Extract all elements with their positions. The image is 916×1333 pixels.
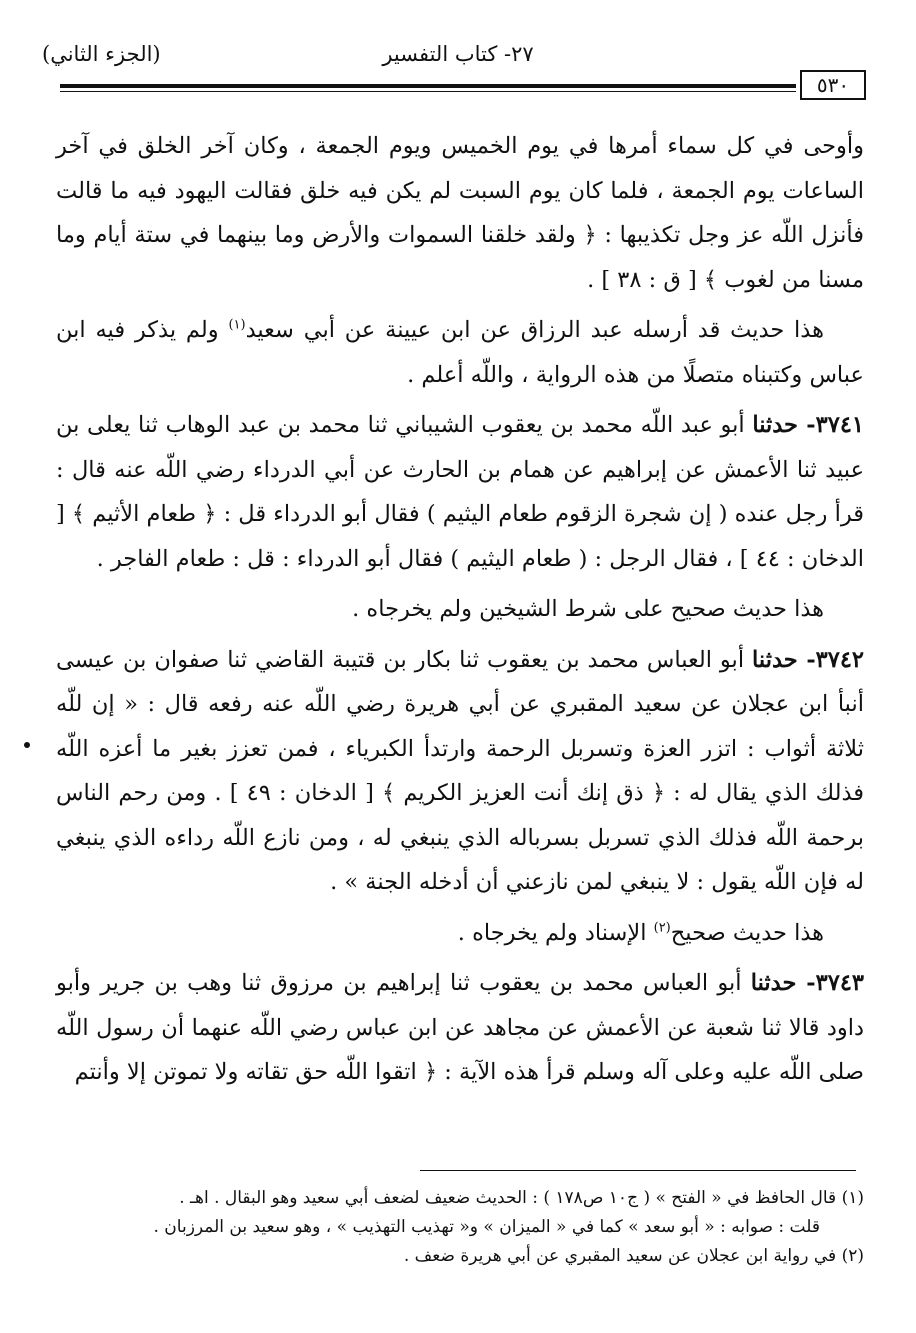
paragraph-grading-3742 [56,911,864,956]
page-number: ٥٣٠ [800,70,866,100]
footnote-1: (١) قال الحافظ في « الفتح » ( ج١٠ ص١٧٨ ) : الحديث ضعيف لضعف أبي سعيد وهو البقال . اهـ . [179,1188,864,1208]
hadith-lead: - حدثنا [750,970,816,996]
hadith-3742 [56,638,864,905]
commentary-text-rest: ولم يذكر فيه ابن عباس وكتبناه متصلًا من هذه الرواية ، واللّه أعلم . [56,317,864,388]
volume-label: (الجزء الثاني) [42,42,161,66]
grading-text-rest: الإسناد ولم يخرجاه . [457,919,654,946]
paragraph-grading-3741: هذا حديث صحيح على شرط الشيخين ولم يخرجاه . [352,596,824,622]
hadith-lead: - حدثنا [752,412,816,438]
footnote-1-continuation: قلت : صوابه : « أبو سعد » كما في « الميزان » و« تهذيب التهذيب » ، وهو سعيد بن المرزبان . [153,1217,820,1237]
footnote-ref-1: (١) [228,317,246,333]
paragraph-continuation: وأوحى في كل سماء أمرها في يوم الخميس ويوم الجمعة ، وكان آخر الخلق في آخر الساعات يوم الجمعة ، فلما كان يوم السبت لم يكن فيه خلق فقالت اليهود فيه ما قالت فأنزل اللّه عز وجل تكذيبها : ﴿ ولقد خلقنا السموات والأرض وما بينهما في ستة أيام وما مسنا من لغوب ﴾ [ ق : ٣٨ ] . [56,133,864,293]
footnote-ref-2: (٢) [653,920,671,935]
footnote-2: (٢) في رواية ابن عجلان عن سعيد المقبري عن أبي هريرة ضعف . [403,1246,864,1266]
footnotes [56,1184,864,1271]
header-rule-thin [60,91,796,92]
hadith-lead: - حدثنا [752,646,816,673]
margin-dot [24,742,30,748]
body-text [56,124,864,1101]
header-rule-thick [60,84,796,88]
hadith-number: ٣٧٤١ [815,412,864,438]
hadith-number: ٣٧٤٣ [815,970,864,996]
hadith-text: أبو العباس محمد بن يعقوب ثنا بكار بن قتيبة القاضي ثنا صفوان بن عيسى أنبأ ابن عجلان عن سعيد المقبري عن أبي هريرة رضي اللّه عنه رفعه قال : « إن للّه ثلاثة أثواب : اتزر العزة وتسربل الرحمة وارتدأ الكبرياء ، فمن تعزز بغير ما أعزه اللّه فذلك الذي يقال له : ﴿ ذق إنك أنت العزيز الكريم ﴾ [ الدخان : ٤٩ ] . ومن رحم الناس برحمة اللّه فذلك الذي تسربل بسرباله الذي ينبغي له ، ومن نازع اللّه رداءه الذي ينبغي له فإن اللّه يقول : لا ينبغي لمن نازعني أن أدخله الجنة » . [56,646,865,895]
chapter-title: ٢٧- كتاب التفسير [382,42,534,66]
hadith-text: أبو عبد اللّه محمد بن يعقوب الشيباني ثنا محمد بن عبد الوهاب ثنا يعلى بن عبيد ثنا الأعمش عن إبراهيم عن همام بن الحارث عن أبي الدرداء رضي اللّه عنه قال : قرأ رجل عنده ( إن شجرة الزقوم طعام اليثيم ) فقال أبو الدرداء قل : ﴿ طعام الأثيم ﴾ [ الدخان : ٤٤ ] ، فقال الرجل : ( طعام اليثيم ) فقال أبو الدرداء : قل : طعام الفاجر . [56,412,864,572]
hadith-number: ٣٧٤٢ [815,646,864,673]
grading-text: هذا حديث صحيح [670,919,824,946]
commentary-text: هذا حديث قد أرسله عبد الرزاق عن ابن عيينة عن أبي سعيد [245,317,824,343]
hadith-text: أبو العباس محمد بن يعقوب ثنا إبراهيم بن مرزوق ثنا وهب بن جرير وأبو داود قالا ثنا شعبة عن الأعمش عن مجاهد عن ابن عباس رضي اللّه عنهما أن رسول اللّه صلى اللّه عليه وعلى آله وسلم قرأ هذه الآية : ﴿ اتقوا اللّه حق تقاته ولا تموتن إلا وأنتم [56,970,864,1085]
hadith-3743 [56,961,864,1095]
footnote-separator [420,1170,856,1171]
hadith-3741 [56,403,864,581]
paragraph-commentary-1 [56,308,864,397]
